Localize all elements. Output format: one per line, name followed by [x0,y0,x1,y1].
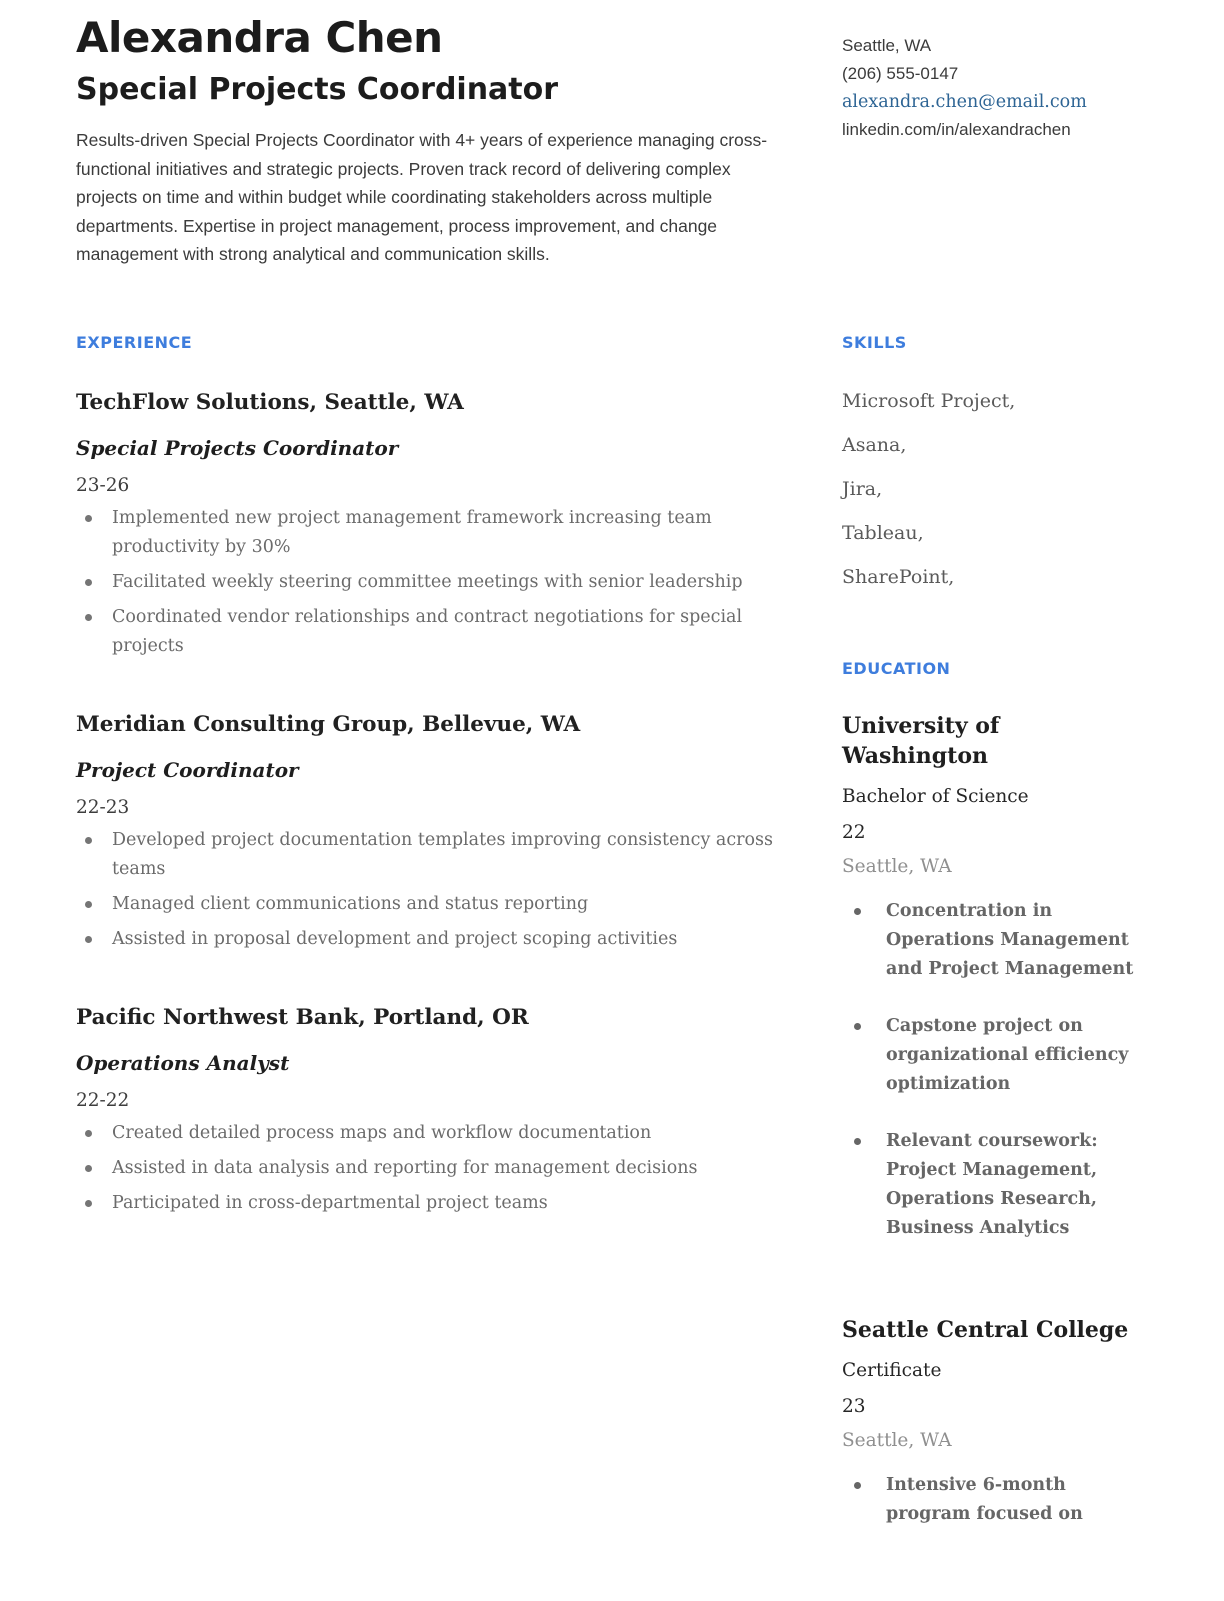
school-degree: Certificate [842,1359,942,1381]
contact-location: Seattle, WA [842,36,932,55]
person-name: Alexandra Chen [76,13,443,62]
person-job-title: Special Projects Coordinator [76,72,559,108]
school-list [842,711,1148,1529]
job-title: Project Coordinator [76,757,299,782]
job-bullet: Assisted in proposal development and project scoping activities [76,925,780,954]
job-entry [76,711,780,954]
experience-section [76,333,780,1601]
skills-section [842,333,1148,589]
job-dates: 23-26 [76,474,130,496]
skill-item: Microsoft Project, [842,389,1016,412]
job-bullet: Implemented new project management framework increasing team productivity by 30% [76,504,780,562]
education-section-label: EDUCATION [842,658,951,678]
job-bullet: Developed project documentation templates improving consistency across teams [76,826,780,884]
school-entry [842,711,1148,1243]
school-year: 23 [842,1395,866,1417]
school-location: Seattle, WA [842,1429,952,1451]
contact-phone: (206) 555-0147 [842,64,959,83]
contact-block [842,14,1148,269]
job-bullet-list [76,504,780,661]
job-dates: 22-22 [76,1089,130,1111]
job-bullet-list [76,826,780,954]
school-bullet-list [842,1471,1148,1529]
skill-item: Jira, [842,477,883,500]
experience-section-label: EXPERIENCE [76,332,193,352]
job-bullet: Coordinated vendor relationships and contract negotiations for special projects [76,603,780,661]
school-bullet: Relevant coursework: Project Management, Operations Research, Business Analytics [842,1127,1148,1243]
resume-header [76,14,1148,269]
school-bullet: Concentration in Operations Management and Project Management [842,897,1148,984]
job-bullet: Managed client communications and status reporting [76,890,780,919]
job-list [76,389,780,1218]
job-bullet: Assisted in data analysis and reporting for management decisions [76,1154,780,1183]
school-bullet: Intensive 6-month program focused on [842,1471,1148,1529]
job-bullet: Created detailed process maps and workflow documentation [76,1119,780,1148]
job-entry [76,389,780,661]
job-title: Special Projects Coordinator [76,435,399,460]
job-bullet-list [76,1119,780,1218]
job-company: Pacific Northwest Bank, Portland, OR [76,1004,529,1030]
school-year: 22 [842,821,866,843]
skills-section-label: SKILLS [842,332,907,352]
contact-email-link[interactable]: alexandra.chen@email.com [842,92,1087,112]
header-main [76,14,780,269]
contact-linkedin: linkedin.com/in/alexandrachen [842,120,1071,139]
school-bullet: Capstone project on organizational efficiency optimization [842,1012,1148,1099]
skill-item: SharePoint, [842,565,955,588]
skill-item: Asana, [842,433,907,456]
school-bullet-list [842,897,1148,1243]
job-bullet: Facilitated weekly steering committee meetings with senior leadership [76,568,780,597]
job-company: TechFlow Solutions, Seattle, WA [76,389,464,415]
content-columns [76,333,1148,1601]
education-section [842,659,1148,1529]
job-bullet: Participated in cross-departmental project teams [76,1189,780,1218]
school-degree: Bachelor of Science [842,785,1029,807]
school-entry [842,1315,1148,1529]
skill-item: Tableau, [842,521,924,544]
school-name: University of Washington [842,712,1000,769]
sidebar-column [842,333,1148,1601]
summary-text: Results-driven Special Projects Coordinator with 4+ years of experience managing cross-functional initiatives and strategic projects. Proven track record of delivering complex projects on time and within budget while coordinating stakeholders across multiple departments. Expertise in project management, process improvement, and change management with strong analytical and communication skills. [76,130,768,265]
job-dates: 22-23 [76,796,130,818]
skills-list [842,389,1148,589]
school-name: Seattle Central College [842,1316,1129,1343]
job-entry [76,1004,780,1218]
job-company: Meridian Consulting Group, Bellevue, WA [76,711,581,737]
school-location: Seattle, WA [842,855,952,877]
job-title: Operations Analyst [76,1050,290,1075]
